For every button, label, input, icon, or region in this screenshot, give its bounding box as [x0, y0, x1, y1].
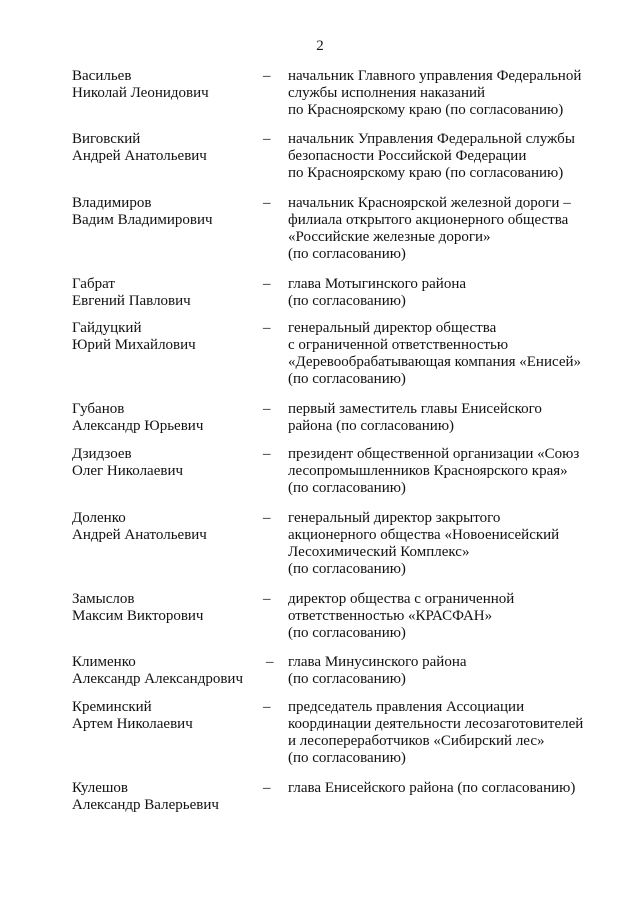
member-position	[288, 320, 608, 388]
member-surname: Габрат	[72, 276, 115, 292]
member-given-names: Андрей Анатольевич	[72, 148, 207, 164]
member-position	[288, 654, 608, 688]
member-position	[288, 699, 608, 767]
page-number: 2	[316, 38, 324, 54]
separator-dash: –	[263, 68, 271, 84]
position-line: (по согласованию)	[288, 750, 406, 766]
position-line: (по согласованию)	[288, 671, 406, 687]
member-position	[288, 131, 608, 182]
member-name	[72, 591, 262, 625]
position-line: безопасности Российской Федерации	[288, 148, 527, 164]
position-line: и лесопереработчиков «Сибирский лес»	[288, 733, 545, 749]
position-line: первый заместитель главы Енисейского	[288, 401, 542, 417]
member-name	[72, 195, 262, 229]
separator-dash: –	[263, 320, 271, 336]
position-line: лесопромышленников Красноярского края»	[288, 463, 568, 479]
member-surname: Креминский	[72, 699, 152, 715]
member-name	[72, 699, 262, 733]
member-given-names: Артем Николаевич	[72, 716, 193, 732]
member-surname: Виговский	[72, 131, 141, 147]
member-surname: Кулешов	[72, 780, 128, 796]
position-line: (по согласованию)	[288, 293, 406, 309]
separator-dash: –	[263, 131, 271, 147]
member-given-names: Евгений Павлович	[72, 293, 191, 309]
position-line: (по согласованию)	[288, 480, 406, 496]
member-name	[72, 68, 262, 102]
member-surname: Замыслов	[72, 591, 135, 607]
position-line: генеральный директор закрытого	[288, 510, 501, 526]
position-line: акционерного общества «Новоенисейский	[288, 527, 560, 543]
member-given-names: Андрей Анатольевич	[72, 527, 207, 543]
member-given-names: Юрий Михайлович	[72, 337, 196, 353]
position-line: Лесохимический Комплекс»	[288, 544, 470, 560]
member-surname: Васильев	[72, 68, 132, 84]
position-line: глава Минусинского района	[288, 654, 467, 670]
separator-dash: –	[263, 510, 271, 526]
separator-dash: –	[263, 699, 271, 715]
position-line: генеральный директор общества	[288, 320, 497, 336]
member-name	[72, 780, 262, 814]
position-line: глава Енисейского района (по согласованию)	[288, 780, 576, 796]
member-position	[288, 276, 608, 310]
member-position	[288, 591, 608, 642]
member-given-names: Максим Викторович	[72, 608, 204, 624]
position-line: ответственностью «КРАСФАН»	[288, 608, 493, 624]
position-line: президент общественной организации «Союз	[288, 446, 580, 462]
member-position	[288, 68, 608, 119]
position-line: начальник Красноярской железной дороги –	[288, 195, 571, 211]
separator-dash: –	[263, 591, 271, 607]
position-line: района (по согласованию)	[288, 418, 455, 434]
member-given-names: Олег Николаевич	[72, 463, 184, 479]
member-given-names: Вадим Владимирович	[72, 212, 213, 228]
position-line: по Красноярскому краю (по согласованию)	[288, 165, 564, 181]
position-line: координации деятельности лесозаготовителей	[288, 716, 584, 732]
member-name	[72, 131, 262, 165]
member-position	[288, 195, 608, 263]
position-line: (по согласованию)	[288, 246, 406, 262]
position-line: по Красноярскому краю (по согласованию)	[288, 102, 564, 118]
member-name	[72, 401, 262, 435]
position-line: (по согласованию)	[288, 625, 406, 641]
position-line: (по согласованию)	[288, 371, 406, 387]
position-line: председатель правления Ассоциации	[288, 699, 525, 715]
separator-dash: –	[263, 401, 271, 417]
separator-dash: –	[266, 654, 274, 670]
member-given-names: Николай Леонидович	[72, 85, 209, 101]
position-line: «Деревообрабатывающая компания «Енисей»	[288, 354, 582, 370]
member-surname: Губанов	[72, 401, 125, 417]
position-line: начальник Главного управления Федеральной	[288, 68, 582, 84]
member-position	[288, 446, 608, 497]
member-given-names: Александр Юрьевич	[72, 418, 204, 434]
member-surname: Доленко	[72, 510, 126, 526]
position-line: начальник Управления Федеральной службы	[288, 131, 575, 147]
position-line: филиала открытого акционерного общества	[288, 212, 569, 228]
member-surname: Гайдуцкий	[72, 320, 142, 336]
separator-dash: –	[263, 195, 271, 211]
position-line: (по согласованию)	[288, 561, 406, 577]
member-name	[72, 510, 262, 544]
member-surname: Клименко	[72, 654, 136, 670]
separator-dash: –	[263, 446, 271, 462]
position-line: глава Мотыгинского района	[288, 276, 467, 292]
member-name	[72, 446, 262, 480]
member-given-names: Александр Александрович	[72, 671, 243, 687]
position-line: «Российские железные дороги»	[288, 229, 491, 245]
member-name	[72, 276, 262, 310]
position-line: с ограниченной ответственностью	[288, 337, 509, 353]
member-given-names: Александр Валерьевич	[72, 797, 219, 813]
member-surname: Владимиров	[72, 195, 152, 211]
position-line: директор общества с ограниченной	[288, 591, 515, 607]
separator-dash: –	[263, 780, 271, 796]
member-position	[288, 780, 608, 797]
position-line: службы исполнения наказаний	[288, 85, 486, 101]
member-name	[72, 320, 262, 354]
member-position	[288, 401, 608, 435]
member-name	[72, 654, 262, 688]
member-surname: Дзидзоев	[72, 446, 132, 462]
member-position	[288, 510, 608, 578]
separator-dash: –	[263, 276, 271, 292]
